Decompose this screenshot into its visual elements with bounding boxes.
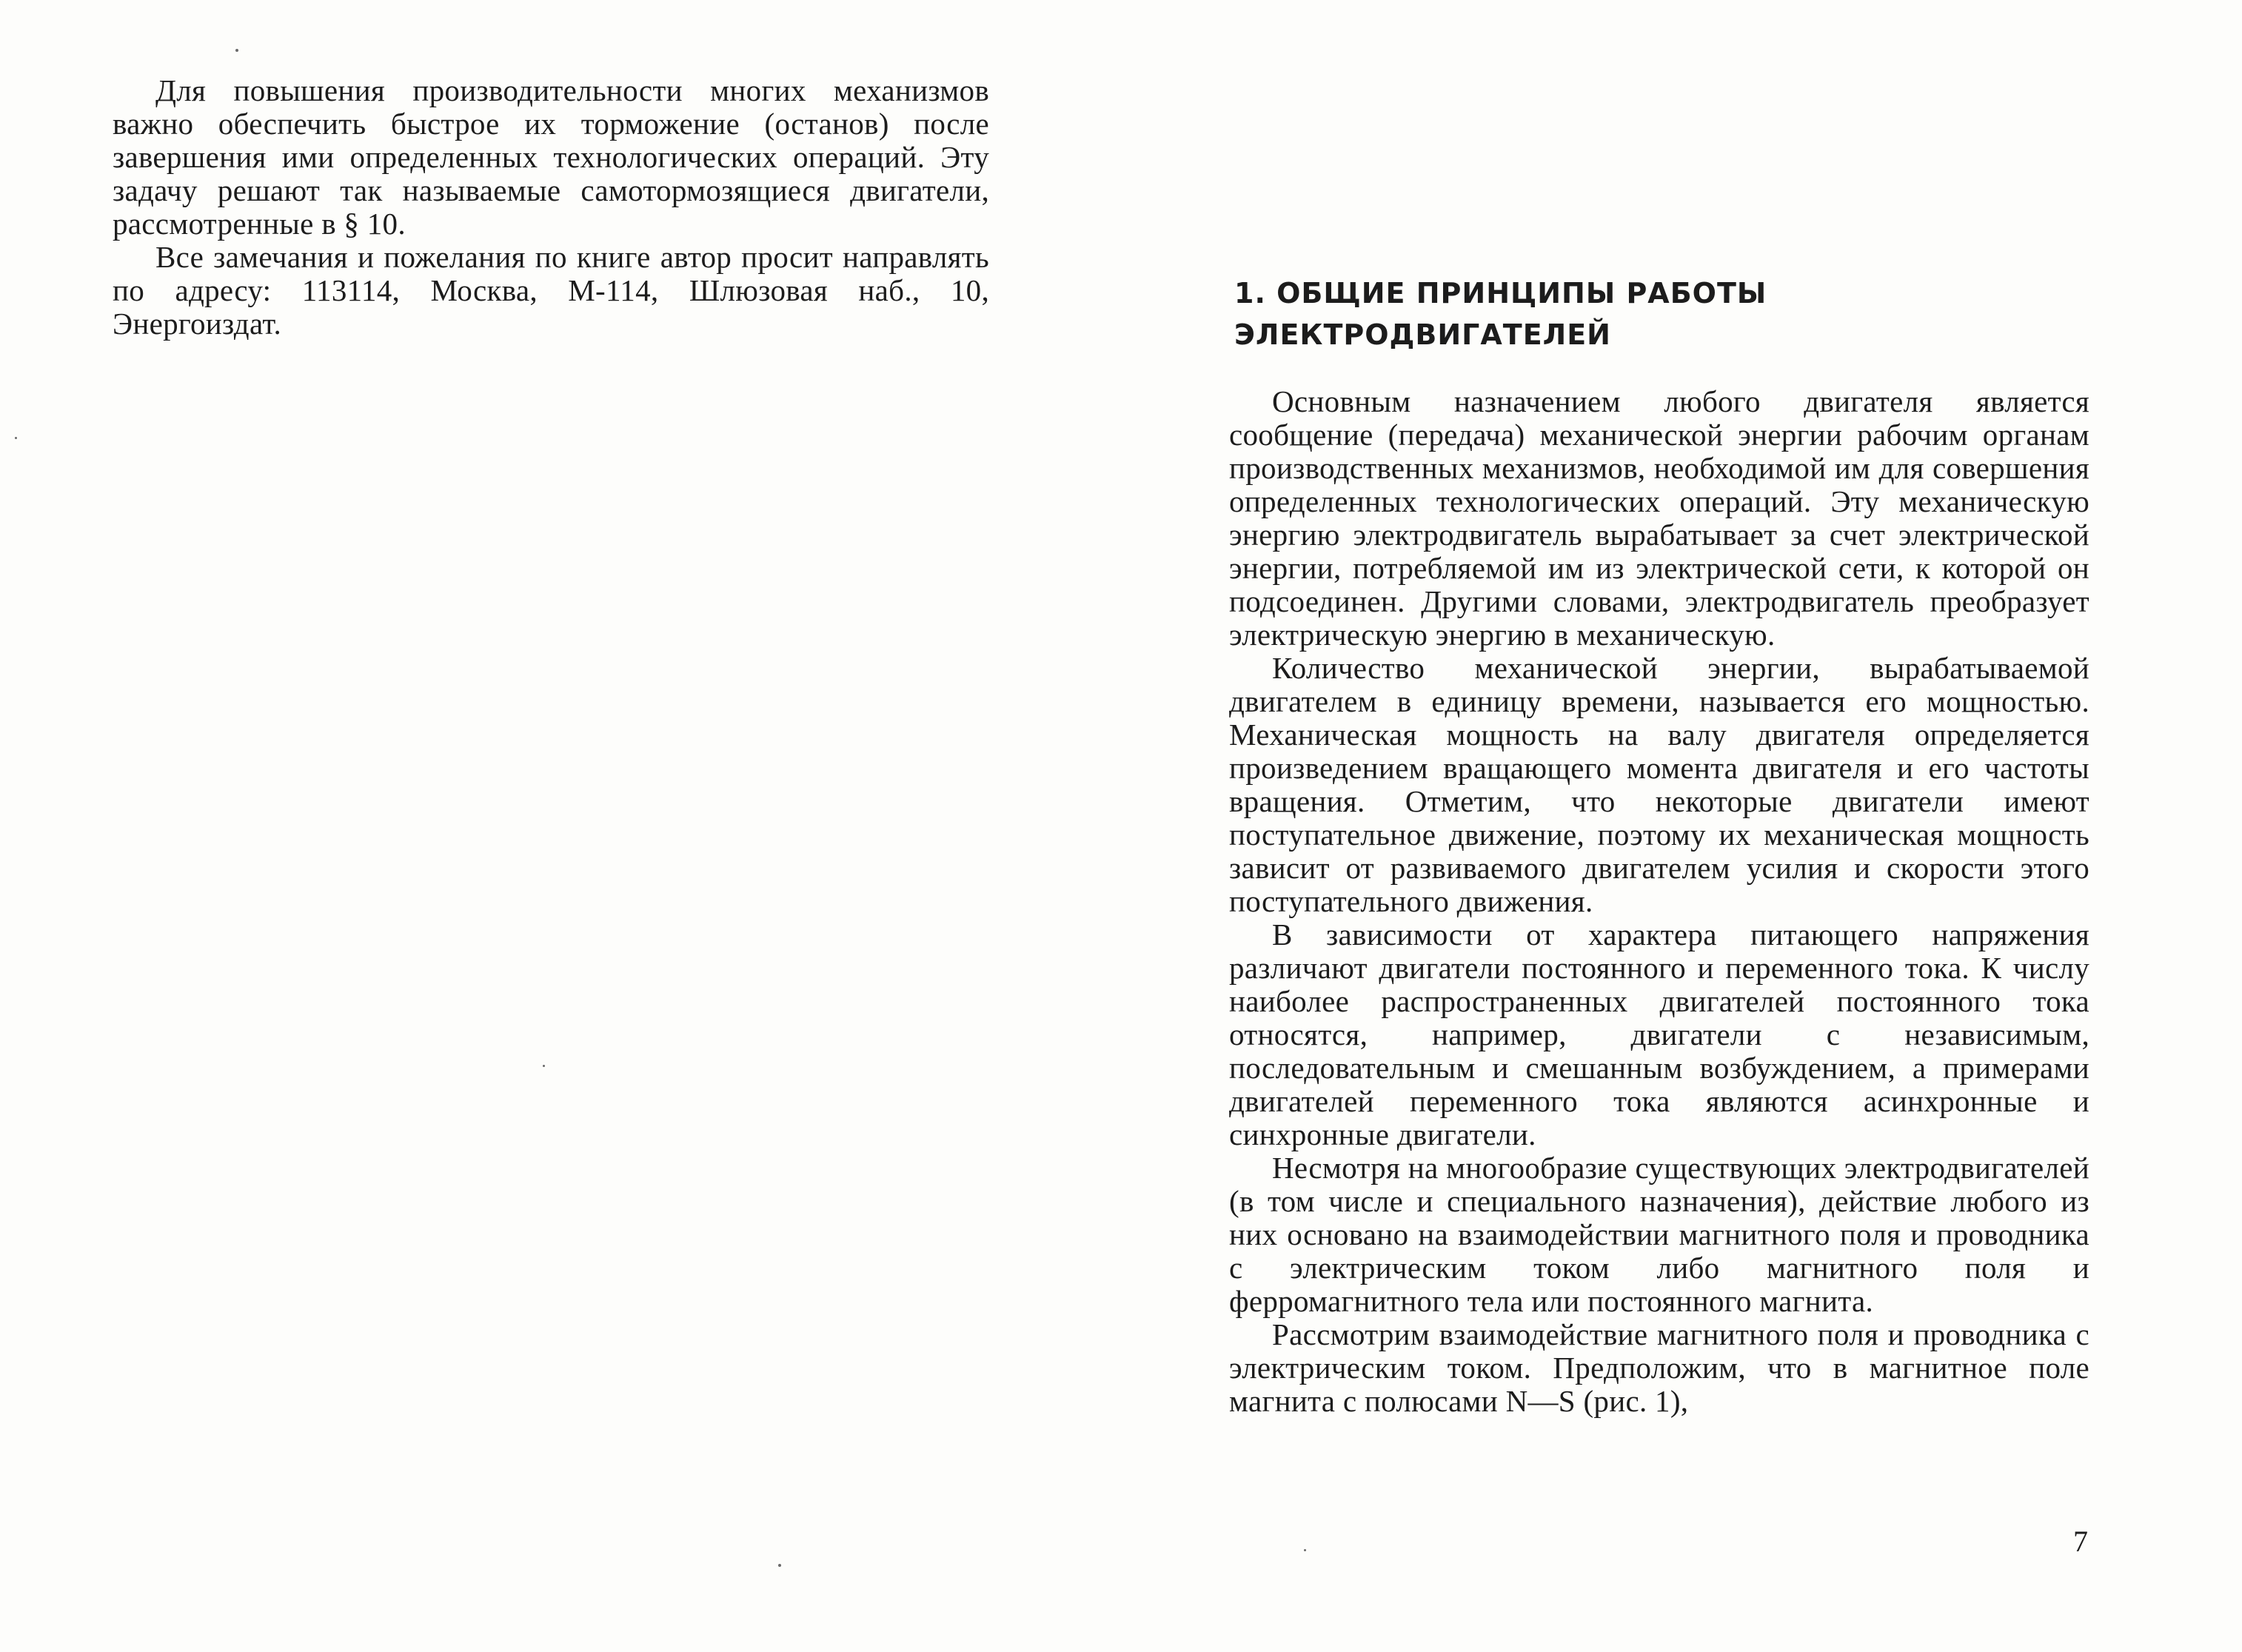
section-heading-line-2: ЭЛЕКТРОДВИГАТЕЛЕЙ (1234, 318, 1611, 351)
section-heading-line-1: 1. ОБЩИЕ ПРИНЦИПЫ РАБОТЫ (1234, 277, 1767, 310)
right-paragraph-4: Несмотря на многообразие существующих электродвигателей (в том числе и специального назначения), действие любого из них основано на взаимодействии магнитного поля и проводника с электрическим током либо магнитного поля и ферромагнитного тела или постоянного магнита. (1229, 1151, 2089, 1318)
left-paragraph-1: Для повышения производительности многих механизмов важно обеспечить быстрое их торможение (останов) после завершения ими определенных технологических операций. Эту задачу решают так называемые самотормозящиеся двигатели, рассмотренные в § 10. (113, 73, 989, 241)
section-heading (1234, 272, 1901, 355)
right-paragraph-1: Основным назначением любого двигателя является сообщение (передача) механической энергии рабочим органам производственных механизмов, необходимой им для совершения определенных технологических операций. Эту механическую энергию электродвигатель вырабатывает за счет электрической энергии, потребляемой им из электрической сети, к которой он подсоединен. Другими словами, электродвигатель преобразует электрическую энергию в механическую. (1229, 384, 2089, 652)
scan-speck (543, 1065, 545, 1067)
left-page-text (113, 74, 989, 341)
scan-speck (15, 437, 17, 439)
scan-speck (235, 49, 238, 52)
page-number: 7 (2073, 1525, 2088, 1558)
right-paragraph-2: Количество механической энергии, вырабатываемой двигателем в единицу времени, называется его мощностью. Механическая мощность на валу двигателя определяется произведением вращающего момента двигателя и его частоты вращения. Отметим, что некоторые двигатели имеют поступательное движение, поэтому их механическая мощность зависит от развиваемого двигателем усилия и скорости этого поступательного движения. (1229, 651, 2089, 918)
scan-speck (1304, 1549, 1306, 1551)
right-paragraph-5: Рассмотрим взаимодействие магнитного поля и проводника с электрическим током. Предположим, что в магнитное поле магнита с полюсами N—S (рис. 1), (1229, 1317, 2089, 1418)
scan-speck (778, 1564, 781, 1567)
left-paragraph-2: Все замечания и пожелания по книге автор просит направлять по адресу: 113114, Москва, М-114, Шлюзовая наб., 10, Энергоиздат. (113, 240, 989, 341)
right-page-text (1229, 385, 2089, 1418)
right-paragraph-3: В зависимости от характера питающего напряжения различают двигатели постоянного и переменного тока. К числу наиболее распространенных двигателей постоянного тока относятся, например, двигатели с независимым, последовательным и смешанным возбуждением, а примерами двигателей переменного тока являются асинхронные и синхронные двигатели. (1229, 917, 2089, 1151)
